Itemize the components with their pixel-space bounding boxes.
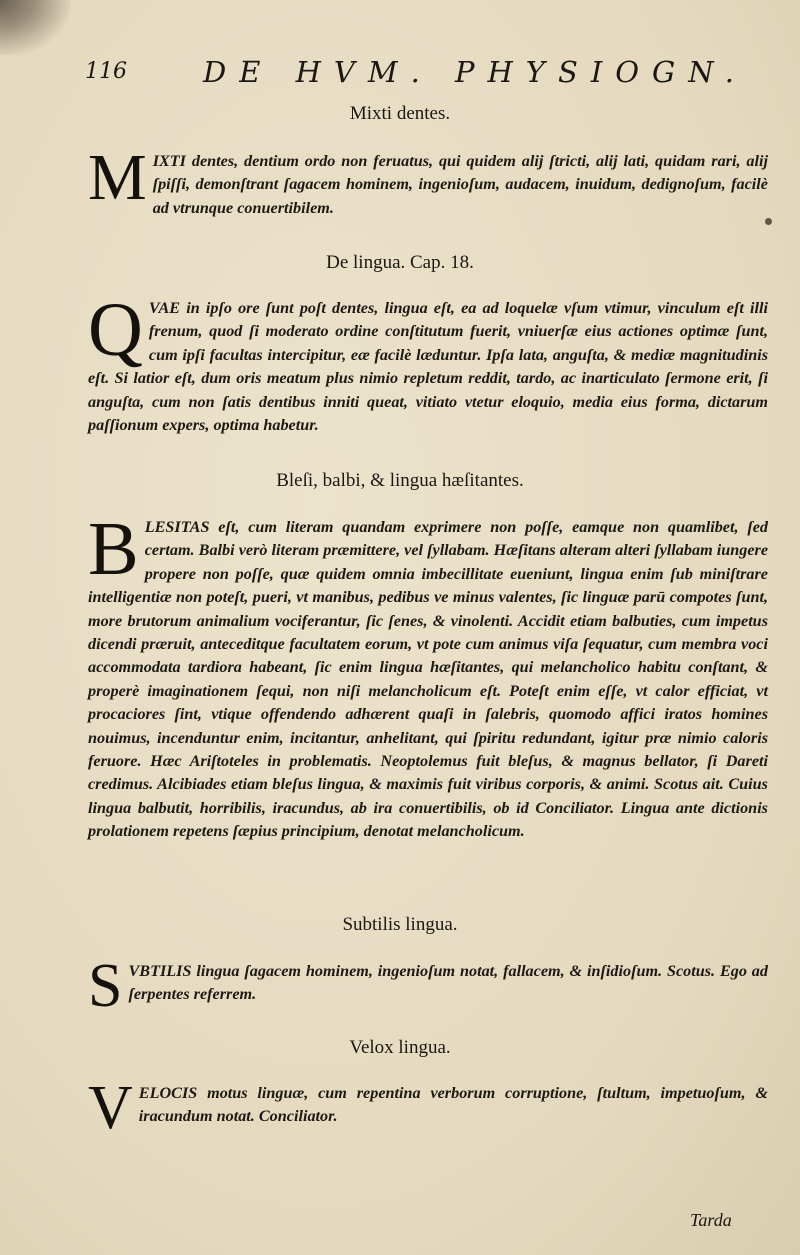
drop-cap: Q [88, 288, 143, 372]
page-number: 116 [85, 59, 127, 84]
catchword: Tarda [690, 1210, 732, 1230]
section-heading-subtilis: Subtilis lingua. [342, 914, 458, 935]
drop-cap: S [88, 952, 123, 1020]
corner-stain [0, 0, 70, 55]
section-heading-blesi: Bleſi, balbi, & lingua hæſitantes. [276, 470, 524, 491]
section-heading-mixti-dentes: Mixti dentes. [349, 103, 451, 124]
body-text: VBTILIS lingua ſagacem hominem, ingenioſum notat, fallacem, & inſidioſum. Scotus. Ego ad ſerpentes referrem. [128, 962, 768, 1004]
section-body-velox [88, 1074, 768, 1142]
body-text: LESITAS eſt, cum literam quandam exprimere non poſſe, eamque non quamlibet, ſed certam. Balbi verò literam præmittere, vel ſyllabam. Hæſitans alteram alteri ſyllabam iungere propere non poſſe, quæ quidem omnia imbecillitate eueniunt, lingua enim ſub miniſtrare intelligentiæ non poteſt, pueri, vt manibus, pedibus ve minus valentes, ſic linguæ parū compotes ſunt, more brutorum animalium vociferantur, ſic ſenes, & vinolenti. Accidit etiam balbuties, cum impetus dicendi præruit, anteceditque facultatem eorum, vt pote cum animus viſa ſequatur, cum membra voci accommodata tardiora habeant, ſic enim lingua hæſitantes, qui melancholico habitu conſtant, & properè imaginationem ſequi, non niſi melancholicum eſt. Poteſt enim eſſe, vt calor efficiat, vt procaciores ſint, vtique offendendo adhærent quaſi in ſalebris, quomodo affici iratos homines nouimus, incenduntur enim, incitantur, anhelitant, qui ſpiritu redundant, igitur præ nimio caloris feruore. Hæc Ariſtoteles in problematis. Neoptolemus fuit bleſus, & magnus bellator, ſi Dareti credimus. Alcibiades etiam bleſus lingua, & maximis fuit viribus corporis, & animi. Scotus ait. Cuius lingua balbutit, horribilis, iracundus, ab ira conuertibilis, ob id Conciliator. Lingua ante dictionis prolationem repetens ſæpius principium, denotat melancholicum. [88, 518, 768, 841]
body-text: IXTI dentes, dentium ordo non feruatus, qui quidem alij ſtricti, alij lati, quidam rari, alij ſpiſſi, demonſtrant ſagacem hominem, ingenioſum, audacem, inuidum, dedignoſum, facilè ad vtrunque conuertibilem. [152, 152, 768, 217]
drop-cap: V [88, 1074, 133, 1142]
drop-cap: M [88, 141, 147, 214]
section-body-mixti-dentes [88, 141, 768, 220]
section-body-blesi [88, 507, 768, 844]
section-heading-velox: Velox lingua. [349, 1037, 451, 1058]
section-body-subtilis [88, 952, 768, 1020]
page-header [85, 55, 745, 95]
running-title: DE HVM. PHYSIOGN. [203, 55, 747, 89]
body-text: VAE in ipſo ore ſunt poſt dentes, lingua eſt, ea ad loquelæ vſum vtimur, vinculum eſt illi frenum, quod ſi moderato ordine conſtitutum fuerit, vniuerſæ eius actiones optimæ ſunt, cum ipſi facultas intercipitur, eæ facilè læduntur. Ipſa lata, anguſta, & mediæ magnitudinis eſt. Si latior eſt, dum oris meatum plus nimio repletum reddit, tardo, ac inarticulato ſermone erit, ſi anguſta, cum non ſatis dentibus inniti queat, vitiato vtetur eloquio, media eius forma, dictarum paſſionum expers, optima habetur. [88, 299, 768, 435]
body-text: ELOCIS motus linguæ, cum repentina verborum corruptione, ſtultum, impetuoſum, & iracundum notat. Conciliator. [138, 1084, 768, 1126]
section-heading-de-lingua: De lingua. Cap. 18. [326, 252, 474, 273]
drop-cap: B [88, 507, 139, 591]
section-body-de-lingua [88, 288, 768, 437]
